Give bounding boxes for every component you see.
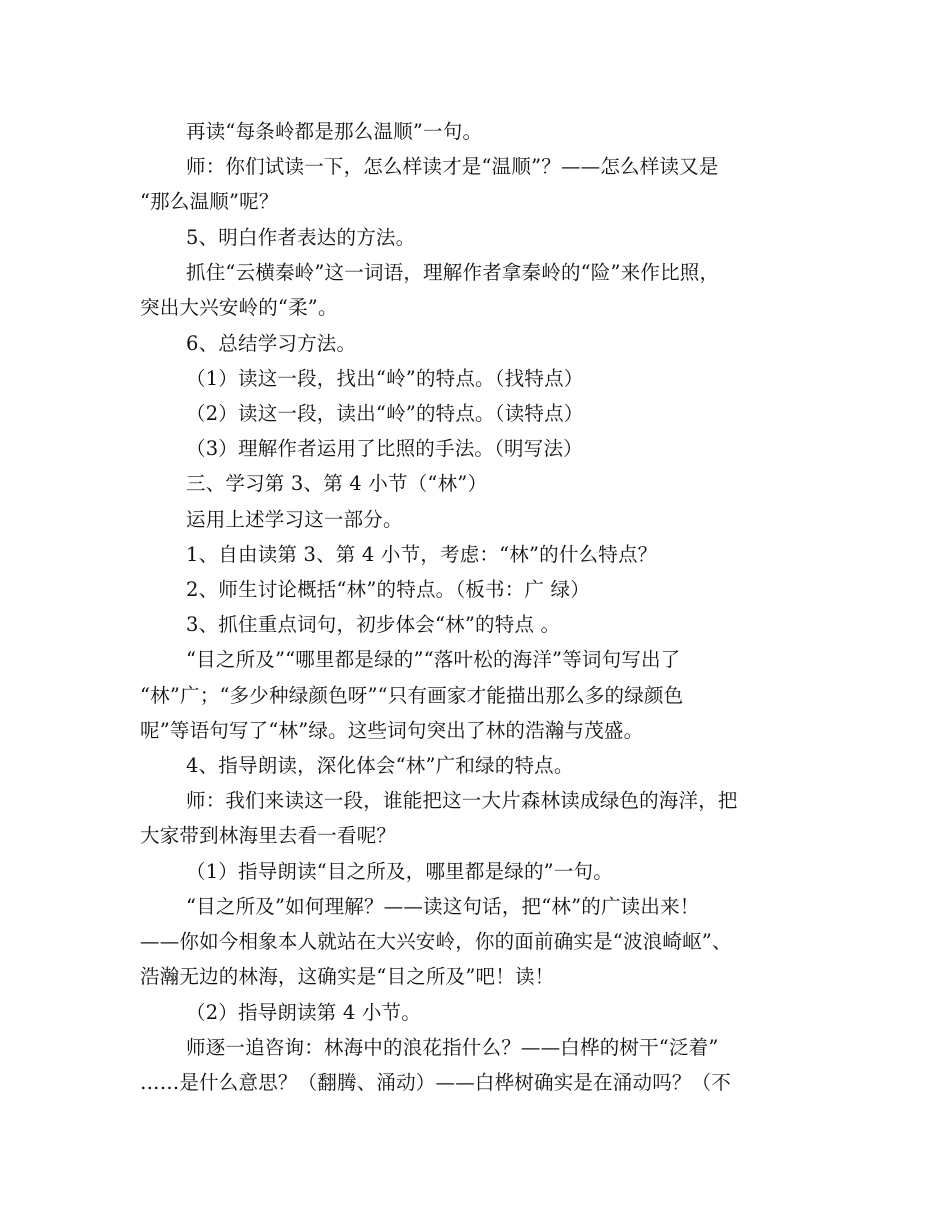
text-line: 运用上述学习这一部分。 <box>186 508 403 531</box>
text-line: 突出大兴安岭的“柔”。 <box>140 296 338 319</box>
text-line: 浩瀚无边的林海，这确实是“目之所及”吧！读！ <box>140 965 555 988</box>
text-line: 抓住“云横秦岭”这一词语，理解作者拿秦岭的“险”来作比照， <box>186 261 720 284</box>
text-line: （3）理解作者运用了比照的手法。（明写法） <box>186 437 583 460</box>
text-line: （1）读这一段，找出“岭”的特点。（找特点） <box>186 367 584 390</box>
text-line: 6、总结学习方法。 <box>186 332 357 355</box>
text-line: 师逐一追咨询：林海中的浪花指什么？——白桦的树干“泛着” <box>186 1036 719 1059</box>
text-line: 再读“每条岭都是那么温顺”一句。 <box>186 120 483 143</box>
text-line: （2）指导朗读第 4 小节。 <box>186 1001 422 1024</box>
text-line: 师：你们试读一下，怎么样读才是“温顺”？——怎么样读又是 <box>186 155 719 178</box>
text-line: “那么温顺”呢？ <box>140 190 279 213</box>
text-line: 5、明白作者表达的方法。 <box>186 226 416 249</box>
text-line: “林”广；“多少种绿颜色呀”“只有画家才能描出那么多的绿颜色 <box>140 684 684 707</box>
text-line: （2）读这一段，读出“岭”的特点。（读特点） <box>186 402 584 425</box>
text-line: 2、师生讨论概括“林”的特点。（板书：广 绿） <box>186 578 590 601</box>
text-line: ——你如今相象本人就站在大兴安岭，你的面前确实是“波浪崎岖”、 <box>140 930 732 953</box>
text-line: ……是什么意思？（翻腾、涌动）——白桦树确实是在涌动吗？（不 <box>140 1071 732 1094</box>
text-line: 呢”等语句写了“林”绿。这些词句突出了林的浩瀚与茂盛。 <box>140 719 644 742</box>
text-line: “目之所及”如何理解？——读这句话，把“林”的广读出来！ <box>186 895 700 918</box>
text-line: “目之所及”“哪里都是绿的”“落叶松的海洋”等词句写出了 <box>186 648 681 671</box>
text-line: 3、抓住重点词句，初步体会“林”的特点 。 <box>186 613 561 636</box>
text-line: （1）指导朗读“目之所及，哪里都是绿的”一句。 <box>186 860 613 883</box>
text-line: 三、学习第 3、第 4 小节（“林”） <box>186 472 488 495</box>
text-line: 大家带到林海里去看一看呢？ <box>140 824 397 847</box>
text-line: 师：我们来读这一段，谁能把这一大片森林读成绿色的海洋，把 <box>186 789 738 812</box>
text-line: 1、自由读第 3、第 4 小节，考虑：“林”的什么特点？ <box>186 543 658 566</box>
text-line: 4、指导朗读，深化体会“林”广和绿的特点。 <box>186 754 574 777</box>
